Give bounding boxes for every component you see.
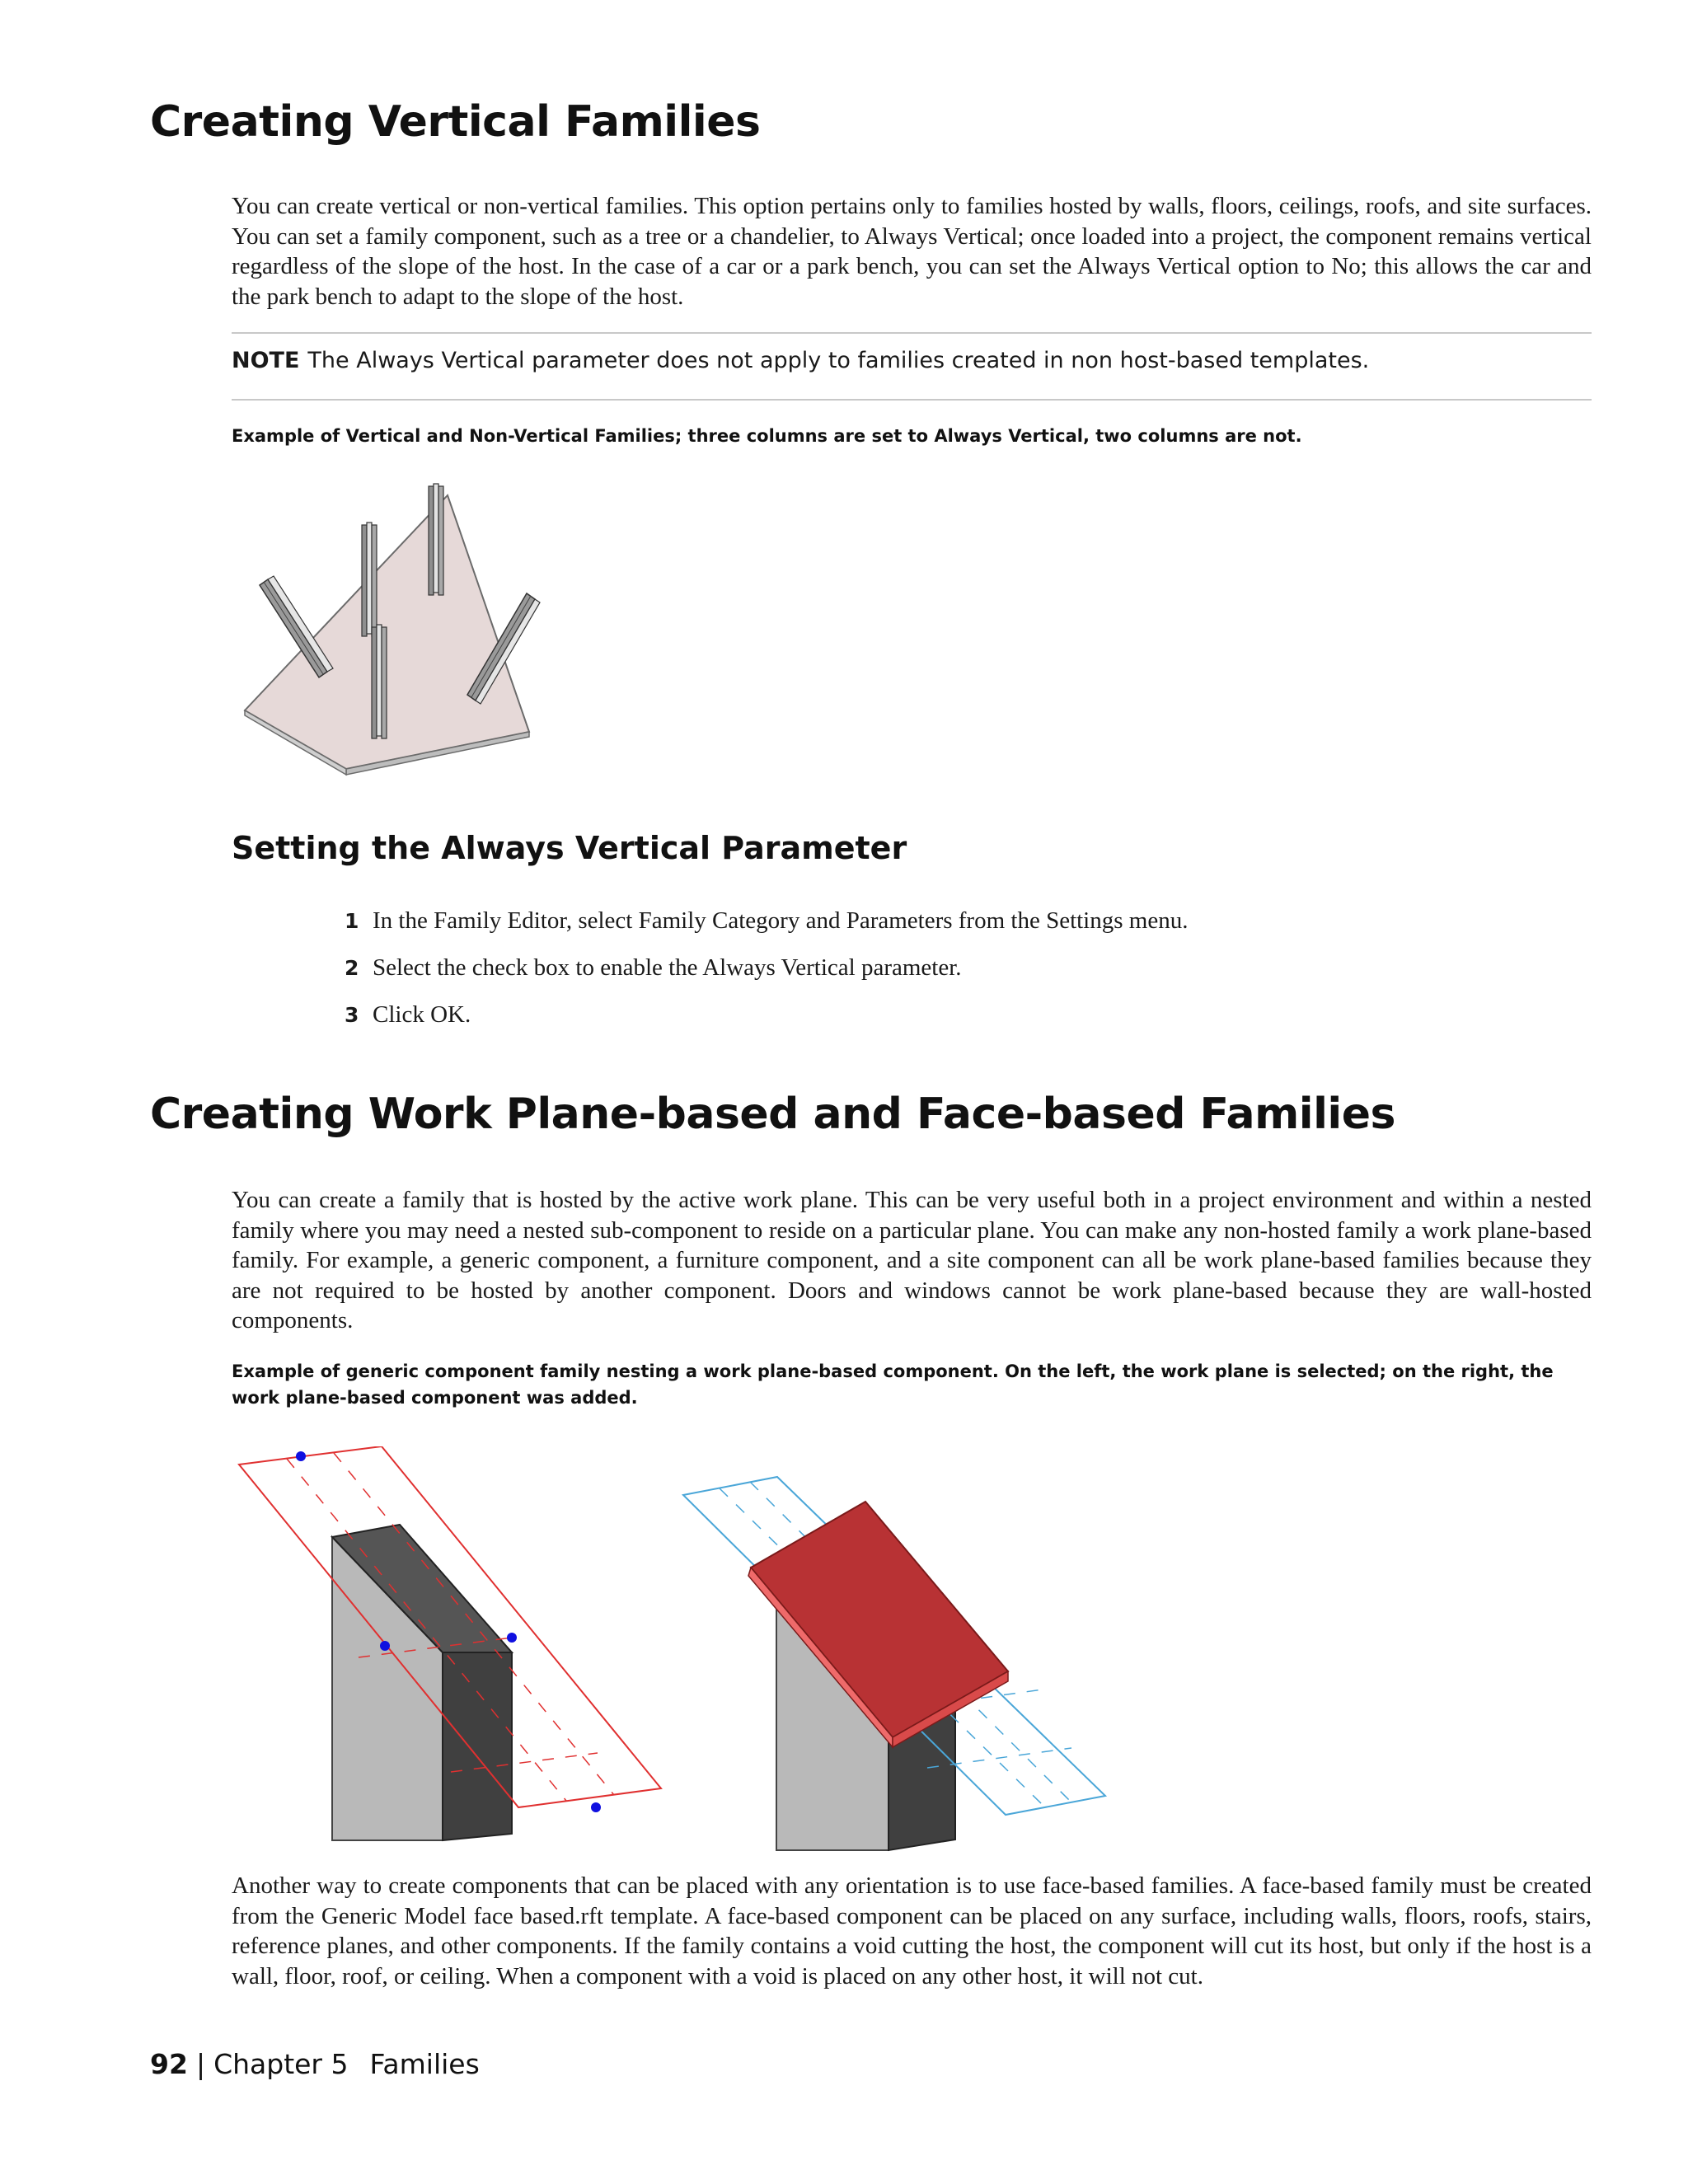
- section-title-work-plane-families: Creating Work Plane-based and Face-based Families: [150, 1090, 1395, 1139]
- section-title-vertical-families: Creating Vertical Families: [150, 97, 761, 147]
- footer-chapter: Chapter 5: [213, 2048, 349, 2080]
- vertical-column-middle: [362, 523, 377, 636]
- step-item: 2 Select the check box to enable the Always Vertical parameter.: [345, 954, 962, 981]
- subsection-title-always-vertical: Setting the Always Vertical Parameter: [232, 830, 907, 866]
- note-text: The Always Vertical parameter does not apply to families created in non host-based templates.: [307, 348, 1370, 373]
- note-label: NOTE: [232, 348, 300, 373]
- figure-caption-vertical: Example of Vertical and Non-Vertical Families; three columns are set to Always Vertical, two columns are not.: [232, 426, 1302, 446]
- footer-chapter-title: Families: [369, 2048, 480, 2080]
- work-plane-component-figure: [680, 1442, 1117, 1854]
- page-number: 92: [150, 2048, 188, 2080]
- grip-handle: [591, 1802, 601, 1812]
- vertical-columns-figure: [235, 474, 548, 779]
- grip-handle: [380, 1641, 390, 1651]
- block-side-face: [443, 1652, 512, 1840]
- steps-list: [345, 902, 1188, 1043]
- note-top-rule: [232, 332, 1592, 334]
- footer-separator: |: [195, 2048, 206, 2080]
- page-footer: [150, 2048, 480, 2080]
- work-plane-selected-figure: [235, 1446, 672, 1850]
- work-plane-paragraph: You can create a family that is hosted by the active work plane. This can be very useful both in a project environment and within a nested family where you may need a nested sub-component to reside on a particular plane. You can make any non-hosted family a work plane-based family. For example, a generic component, a furniture component, and a site component can all be work plane-based families because they are not required to be hosted by another component. Doors and windows cannot be work plane-based because they are wall-hosted components.: [232, 1187, 1592, 1333]
- figure-caption-work-plane: Example of generic component family nesting a work plane-based component. On the left, the work plane is selected; on the right, the work plane-based component was added.: [232, 1361, 1554, 1408]
- vertical-column-back: [429, 484, 443, 595]
- grip-handle: [507, 1633, 517, 1643]
- step-item: 1 In the Family Editor, select Family Category and Parameters from the Settings menu.: [345, 907, 1189, 934]
- intro-paragraph: You can create vertical or non-vertical families. This option pertains only to families hosted by walls, floors, ceilings, roofs, and site surfaces. You can set a family component, such as a tree or a chandelier, to Always Vertical; once loaded into a project, the component remains vertical regardless of the slope of the host. In the case of a car or a park bench, you can set the Always Vertical option to No; this allows the car and the park bench to adapt to the slope of the host.: [232, 193, 1592, 310]
- vertical-column-front: [372, 625, 387, 738]
- grip-handle: [296, 1451, 306, 1461]
- note-block: [232, 348, 1592, 373]
- note-bottom-rule: [232, 399, 1592, 401]
- face-based-paragraph: Another way to create components that can be placed with any orientation is to use face-based families. A face-based family must be created from the Generic Model face based.rft template. A face-based component can be placed on any surface, including walls, floors, roofs, stairs, reference planes, and other components. If the family contains a void cutting the host, the component will cut its host, but only if the host is a wall, floor, roof, or ceiling. When a component with a void is placed on any other host, it will not cut.: [232, 1872, 1592, 1990]
- step-item: 3 Click OK.: [345, 1001, 471, 1028]
